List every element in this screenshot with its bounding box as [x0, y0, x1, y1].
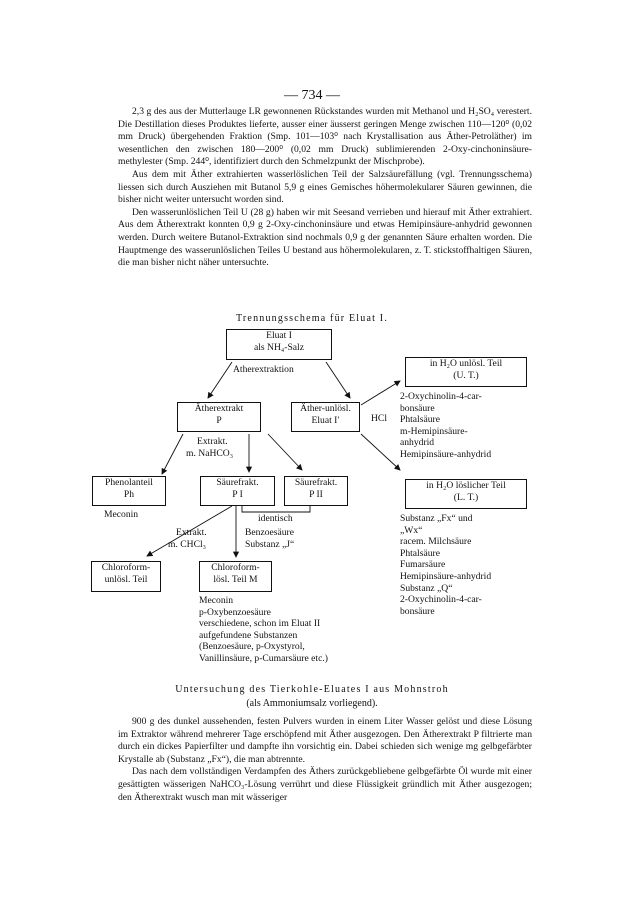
phenolanteil-label: Phenolanteil	[105, 477, 153, 488]
list-item: verschiedene, schon im Eluat II	[199, 618, 321, 630]
section-subtitle: (als Ammoniumsalz vorliegend).	[246, 698, 378, 709]
paragraph: Aus dem mit Äther extrahierten wasserlöslichen Teil der Salzsäurefällung (vgl. Trennungsschema) liessen sich durch Ausziehen mit Butanol 5,9 g eines Gemisches höhermolekularer Säuren gewinnen, die bisher nicht weiter untersucht worden sind.	[118, 168, 532, 206]
arrow-to-atherextrakt	[208, 362, 232, 398]
list-item: Phtalsäure	[400, 547, 440, 559]
arrow-to-lt	[361, 434, 400, 470]
saurefrakt-1-sublabel: P I	[232, 488, 243, 500]
list-item: Meconin	[199, 595, 234, 606]
arrow-to-phenol	[162, 434, 183, 474]
eluat-sublabel: als NH₄-Salz	[254, 341, 304, 353]
chloroform-unlosl-sublabel: unlösl. Teil	[104, 573, 148, 585]
meconin-label: Meconin	[104, 509, 139, 520]
lt-box	[405, 479, 527, 509]
list-item: p-Oxybenzoesäure	[199, 606, 271, 618]
list-item: bonsäure	[400, 402, 435, 414]
list-item: Phtalsäure	[400, 414, 440, 426]
arrow-to-ather-unlosl	[326, 362, 350, 398]
chloroform-losl-sublabel: lösl. Teil M	[213, 573, 258, 585]
ather-unlosl-box	[291, 402, 360, 432]
page-number: — 734 —	[284, 88, 340, 103]
list-item: Hemipinsäure-anhydrid	[400, 448, 492, 460]
scheme-title: Trennungsschema für Eluat I.	[235, 313, 389, 324]
list-item: m-Hemipinsäure-	[400, 425, 468, 437]
ut-box	[405, 357, 527, 387]
atherextrakt-box	[177, 402, 261, 432]
list-item: 2-Oxychinolin-4-car-	[400, 391, 482, 402]
chloroform-unlosl-box	[91, 561, 161, 592]
list-item: Substanz „Fx“ und	[400, 513, 473, 524]
m-items-list	[199, 595, 328, 665]
arrow-to-saure2	[268, 434, 302, 470]
list-item: Fumarsäure	[400, 559, 446, 571]
paragraph: 2,3 g des aus der Mutterlauge LR gewonnenen Rückstandes wurden mit Methanol und H₂SO₄ verestert. Die Destillation dieses Produktes lieferte, ausser einer äusserst geringen Menge zwischen 110—120⁰ (0,02 mm Druck) übergehenden Fraktion (Smp. 101—103⁰ nach Krystallisation aus Äther-Petroläther) im wesentlichen den zwischen 180—200⁰ (0,02 mm Druck) sublimierenden 2-Oxy-cinchoninsäure-methylester (Smp. 244⁰, identifiziert durch den Schmelzpunkt der Mischprobe).	[118, 106, 532, 168]
body-text	[118, 716, 532, 804]
list-item: aufgefundene Substanzen	[199, 629, 298, 641]
ut-sublabel: (U. T.)	[453, 369, 479, 381]
list-item: 2-Oxychinolin-4-car-	[400, 594, 482, 606]
phenolanteil-sublabel: Ph	[123, 488, 135, 500]
list-item: Hemipinsäure-anhydrid	[400, 570, 492, 582]
section-title: Untersuchung des Tierkohle-Eluates I aus Mohnstroh	[175, 684, 449, 695]
chloroform-losl-box	[199, 561, 272, 592]
list-item: Substanz „Q“	[400, 582, 453, 594]
list-item: „Wx“	[400, 524, 423, 536]
atherextrakt-sublabel: P	[216, 414, 222, 426]
saurefrakt-1-box	[200, 476, 275, 506]
ut-items-list	[400, 391, 491, 461]
list-item: bonsäure	[400, 605, 435, 617]
list-item: anhydrid	[400, 437, 435, 449]
paragraph: 900 g des dunkel aussehenden, festen Pulvers wurden in einem Liter Wasser gelöst und diese Lösung im Extraktor während mehrerer Tage erschöpfend mit Äther ausgezogen. Den Ätherextrakt P filtrierte man durch ein dickes Papierfilter und dampfte ihn vorsichtig ein. Dabei schieden sich wenige mg gelbgefärbter Krystalle ab (Substanz „Fx“), die man abtrennte.	[118, 716, 532, 765]
saurefrakt-2-label: Säurefrakt.	[294, 477, 338, 488]
saurefrakt-2-box	[284, 476, 348, 506]
paragraph: Den wasserunlöslichen Teil U (28 g) haben wir mit Seesand verrieben und hierauf mit Äther extrahiert. Aus dem Ätherextrakt konnten 0,9 g 2-Oxy-cinchoninsäure und etwas Hemipinsäure-anhydrid gewonnen werden. Durch weitere Butanol-Extraktion sind nochmals 0,9 g der genannten Säure erhalten worden. Die Hauptmenge des wasserunlöslichen Teiles U bestand aus höhermolekularen, z. T. stickstoffhaltigen Säuren, die man bisher nicht näher untersuchte.	[118, 206, 532, 269]
chloroform-losl-label: Chloroform-	[211, 562, 260, 573]
benzoesaure-label: Benzoesäure Substanz „J“	[245, 527, 295, 550]
eluat-box	[226, 329, 332, 360]
lt-sublabel: (L. T.)	[453, 491, 479, 503]
lt-label: in H₂O löslicher Teil	[426, 480, 506, 491]
chloroform-unlosl-label: Chloroform-	[101, 562, 151, 573]
extrakt-nahco3-label: Extrakt. m. NaHCO₃	[186, 436, 234, 459]
atherextraktion-label: Atherextraktion	[233, 364, 294, 375]
hcl-label: HCl	[371, 413, 387, 424]
saurefrakt-1-label: Säurefrakt.	[216, 477, 259, 488]
phenolanteil-box	[92, 476, 166, 506]
paragraph: Das nach dem vollständigen Verdampfen des Äthers zurückgebliebene gelbgefärbte Öl wurde mit einer gesättigten wässerigen NaHCO₃-Lösung verrührt und diese Flüssigkeit gründlich mit Äther ausgezogen; den Ätherextrakt wusch man mit wässeriger	[118, 766, 532, 803]
lt-items-list	[400, 513, 491, 617]
identisch-label: identisch	[258, 513, 293, 524]
extrakt-chcl3-label: Extrakt. m. CHCl₃	[168, 527, 207, 550]
ut-label: in H₂O unlösl. Teil	[429, 358, 503, 369]
list-item: racem. Milchsäure	[400, 536, 472, 548]
list-item: (Benzoesäure, p-Oxystyrol,	[199, 641, 305, 653]
saurefrakt-2-sublabel: P II	[309, 488, 323, 500]
ather-unlosl-label: Äther-unlösl.	[300, 403, 351, 414]
ather-unlosl-sublabel: Eluat I′	[311, 414, 340, 426]
list-item: Vanillinsäure, p-Cumarsäure etc.)	[199, 652, 328, 664]
eluat-label: Eluat I	[266, 330, 292, 341]
atherextrakt-label: Ätherextrakt	[194, 403, 244, 414]
arrow-to-ut	[361, 381, 400, 405]
